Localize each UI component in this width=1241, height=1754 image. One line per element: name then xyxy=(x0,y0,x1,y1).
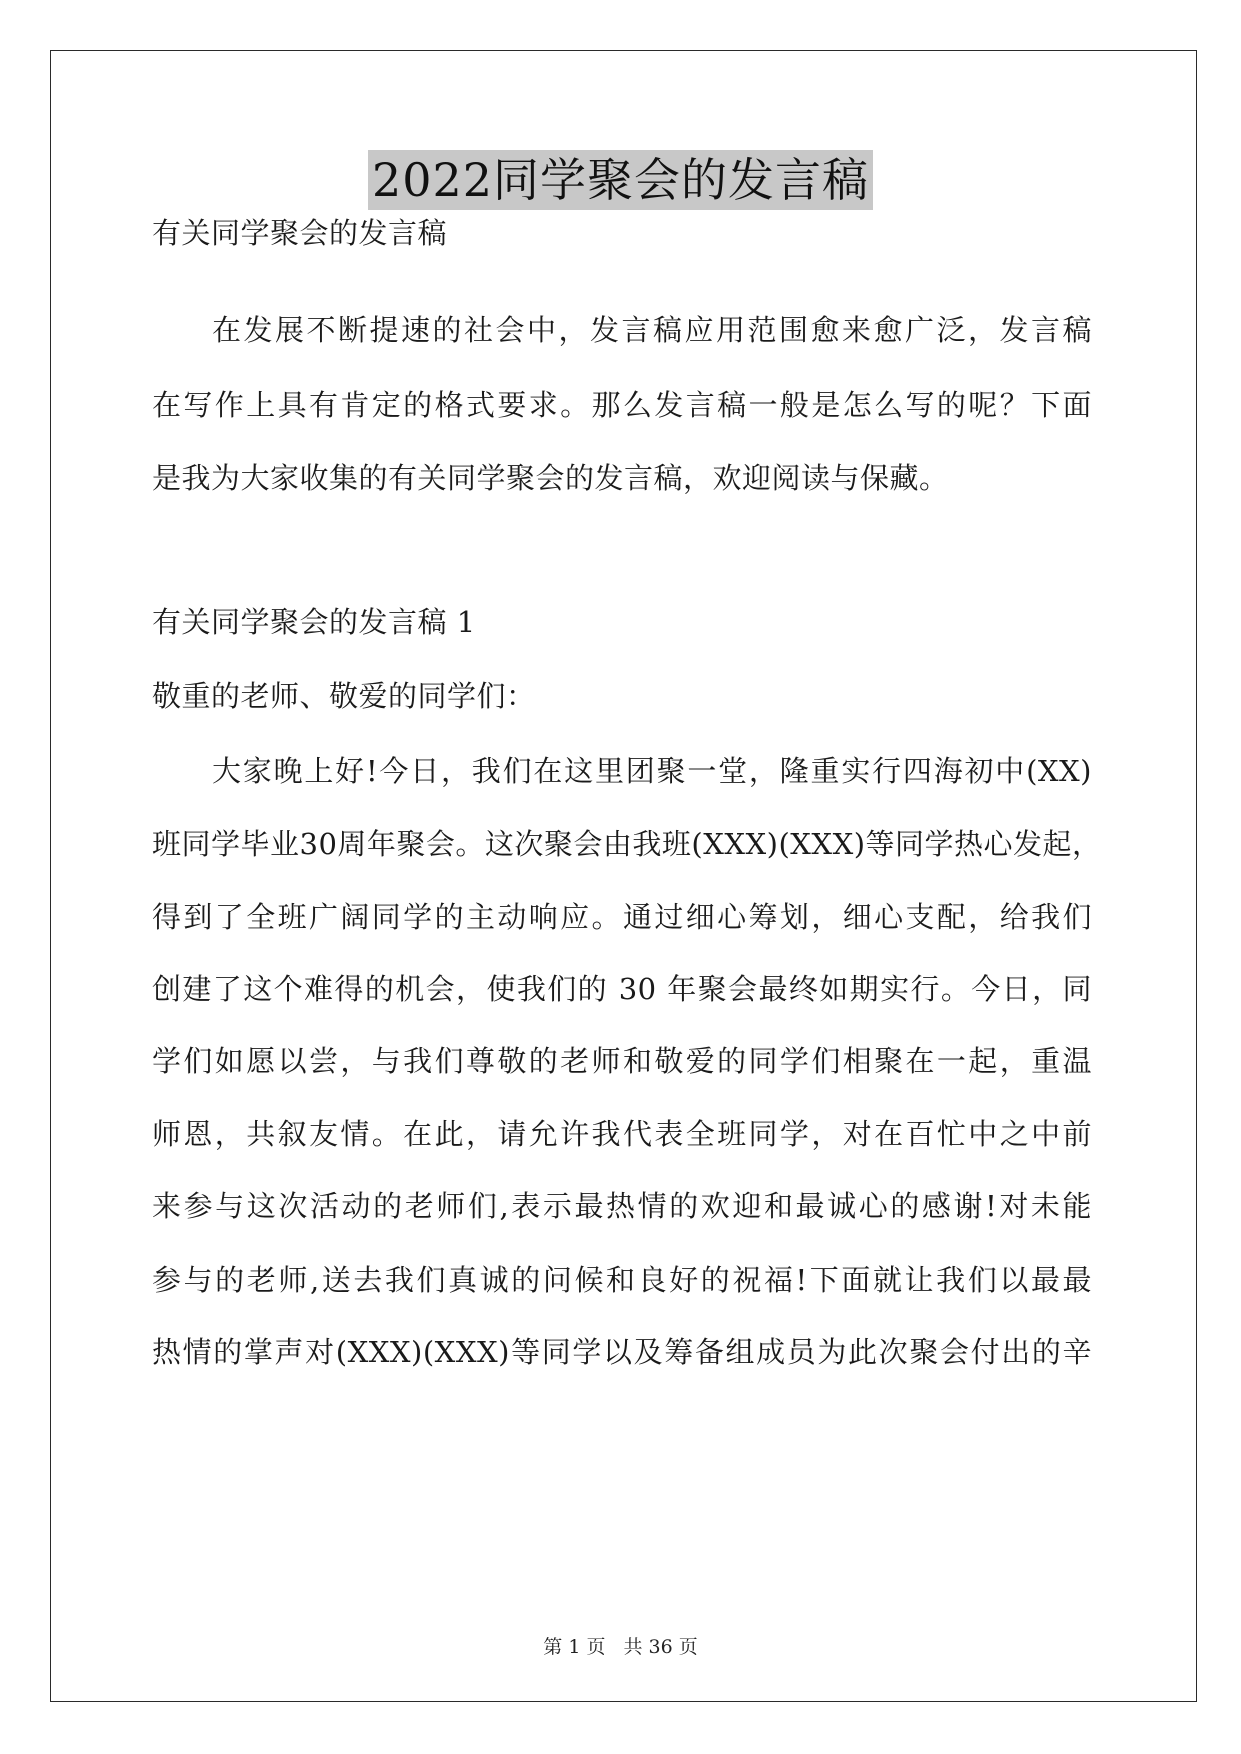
body-line: 师恩，共叙友情。在此，请允许我代表全班同学，对在百忙中之中前 xyxy=(152,1117,1092,1151)
page-total: 共 36 页 xyxy=(623,1636,698,1658)
body-line: 班同学毕业30周年聚会。这次聚会由我班(XXX)(XXX)等同学热心发起， xyxy=(152,827,1102,861)
salutation-line: 敬重的老师、敬爱的同学们： xyxy=(152,679,536,713)
body-line: 学们如愿以尝，与我们尊敬的老师和敬爱的同学们相聚在一起，重温 xyxy=(152,1044,1092,1078)
page-number: 第 1 页 xyxy=(543,1636,606,1658)
body-line: 来参与这次活动的老师们,表示最热情的欢迎和最诚心的感谢!对未能 xyxy=(152,1189,1092,1223)
page-footer xyxy=(0,1635,1241,1659)
page-border xyxy=(50,50,1197,1702)
body-line: 创建了这个难得的机会，使我们的 30 年聚会最终如期实行。今日，同 xyxy=(152,972,1092,1006)
body-line: 热情的掌声对(XXX)(XXX)等同学以及筹备组成员为此次聚会付出的辛 xyxy=(152,1335,1092,1369)
section-heading: 有关同学聚会的发言稿 1 xyxy=(152,605,476,639)
body-line: 参与的老师,送去我们真诚的问候和良好的祝福!下面就让我们以最最 xyxy=(152,1263,1092,1297)
intro-line: 在写作上具有肯定的格式要求。那么发言稿一般是怎么写的呢？下面 xyxy=(152,388,1092,422)
document-title: 2022同学聚会的发言稿 xyxy=(368,150,873,210)
intro-line: 在发展不断提速的社会中，发言稿应用范围愈来愈广泛，发言稿 xyxy=(212,313,1092,347)
body-line: 大家晚上好!今日，我们在这里团聚一堂，隆重实行四海初中(XX) xyxy=(212,754,1092,788)
title-container xyxy=(0,150,1241,210)
intro-line: 是我为大家收集的有关同学聚会的发言稿，欢迎阅读与保藏。 xyxy=(152,461,949,495)
body-line: 得到了全班广阔同学的主动响应。通过细心筹划，细心支配，给我们 xyxy=(152,900,1092,934)
subtitle-line: 有关同学聚会的发言稿 xyxy=(152,216,448,250)
